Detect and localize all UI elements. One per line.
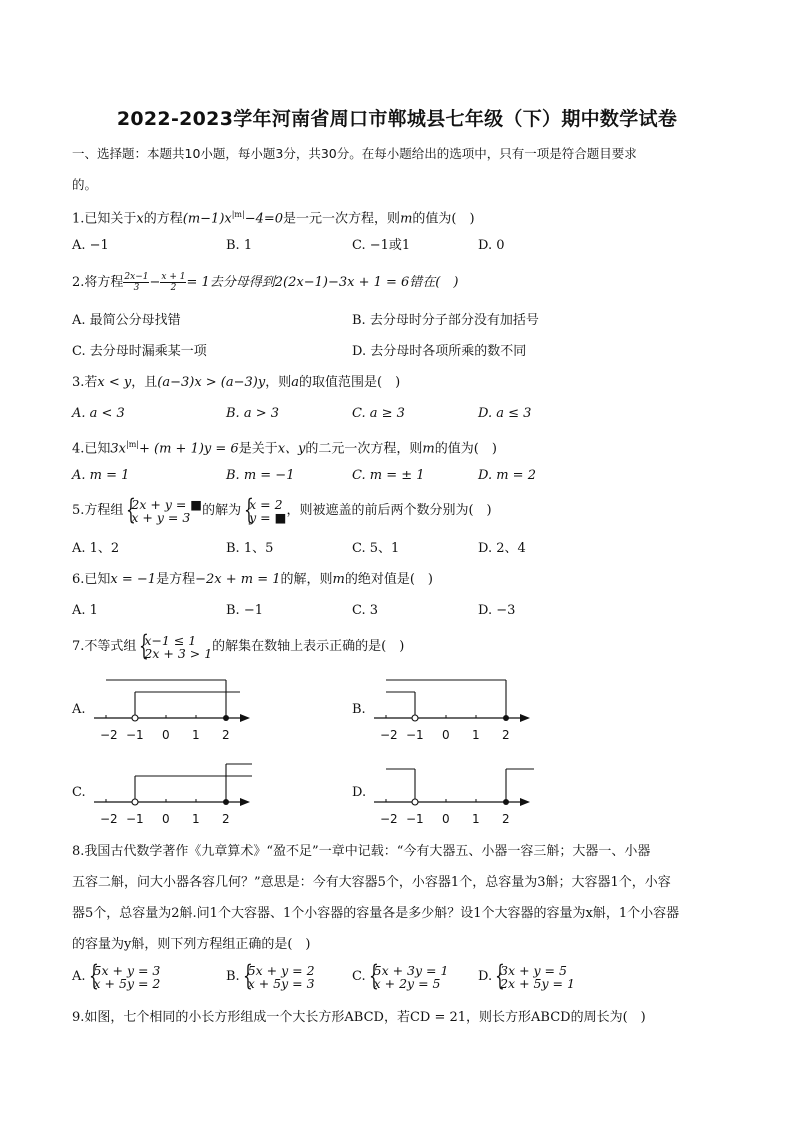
tick-label: 0 bbox=[162, 812, 170, 826]
q1-option-d[interactable]: D. 0 bbox=[478, 238, 505, 253]
question-1: 1.已知关于x的方程$(m-1)x^{|m|}-4=0$是一元一次方程，则m的值为( ) bbox=[72, 210, 475, 227]
q5-system-equations: { 2x + y = ■ x + y = 3 bbox=[123, 498, 202, 524]
q3-option-c[interactable]: C. a ≥ 3 bbox=[352, 406, 405, 421]
q6-option-c[interactable]: C. 3 bbox=[352, 603, 379, 618]
q2-option-c[interactable]: C. 去分母时漏乘某一项 bbox=[72, 344, 207, 359]
question-8-line3: 器5个，总容量为2斛.问1个大容器、1个小容器的容量各是多少斛？设1个大容器的容量为x斛，1个小容器 bbox=[72, 906, 680, 921]
q4-option-a[interactable]: A. m = 1 bbox=[72, 468, 130, 483]
section-instructions-line2: 的。 bbox=[72, 177, 98, 192]
tick-label: 1 bbox=[192, 728, 200, 742]
tick-label: 2 bbox=[502, 812, 510, 826]
question-5: 5.方程组 { 2x + y = ■ x + y = 3 的解为 { x = 2 y = ■ ，则被遮盖的前后两个数分别为( ) bbox=[72, 496, 492, 526]
question-7: 7.不等式组 { x−1 ≤ 1 2x + 3 > 1 的解集在数轴上表示正确的是( ) bbox=[72, 632, 404, 662]
q1-option-b[interactable]: B. 1 bbox=[226, 238, 253, 253]
q3-option-b[interactable]: B. a > 3 bbox=[226, 406, 279, 421]
q7-option-b-label[interactable]: B. bbox=[352, 702, 366, 717]
tick-label: −2 bbox=[100, 728, 118, 742]
q5-system-solution: { x = 2 y = ■ bbox=[241, 498, 286, 524]
question-4: 4.已知$3x^{|m|}+ (m + 1)y = 6$是关于x、y的二元一次方程，则m的值为( ) bbox=[72, 440, 497, 457]
q8-option-c[interactable]: C. { 5x + 3y = 1 x + 2y = 5 bbox=[352, 962, 448, 992]
q8-option-d[interactable]: D. { 3x + y = 5 2x + 5y = 1 bbox=[478, 962, 575, 992]
q4-option-d[interactable]: D. m = 2 bbox=[478, 468, 536, 483]
question-3: 3.若x < y，且(a−3)x > (a−3)y，则a的取值范围是( ) bbox=[72, 375, 401, 390]
q7-option-a-label[interactable]: A. bbox=[72, 702, 86, 717]
q7-numberline-c[interactable] bbox=[88, 756, 258, 828]
question-8-line4: 的容量为y斛，则下列方程组正确的是( ) bbox=[72, 937, 311, 952]
question-8-line1: 8.我国古代数学著作《九章算术》“盈不足”一章中记载：“今有大器五、小器一容三斛；大器一、小器 bbox=[72, 844, 651, 859]
question-2: 2.将方程 $\frac{2x-1}{3}$ − $\frac{x + 1}{2}$ = 1去分母得到2(2x−1)−3x + 1 = 6错在( ) bbox=[72, 272, 459, 293]
q3-option-d[interactable]: D. a ≤ 3 bbox=[478, 406, 532, 421]
tick-label: 2 bbox=[222, 812, 230, 826]
q4-option-b[interactable]: B. m = −1 bbox=[226, 468, 295, 483]
tick-label: 1 bbox=[472, 812, 480, 826]
tick-label: −1 bbox=[406, 728, 424, 742]
tick-label: −2 bbox=[380, 812, 398, 826]
q7-numberline-d[interactable] bbox=[368, 756, 540, 828]
q6-option-b[interactable]: B. −1 bbox=[226, 603, 263, 618]
q7-option-d-label[interactable]: D. bbox=[352, 785, 367, 800]
tick-label: −2 bbox=[100, 812, 118, 826]
tick-label: −1 bbox=[126, 728, 144, 742]
question-8-line2: 五容二斛，问大小器各容几何？”意思是：今有大容器5个，小容器1个，总容量为3斛；大容器1个，小容 bbox=[72, 875, 671, 890]
q8-option-a[interactable]: A. { 5x + y = 3 x + 5y = 2 bbox=[72, 962, 160, 992]
q5-option-d[interactable]: D. 2、4 bbox=[478, 541, 526, 556]
q4-option-c[interactable]: C. m = ± 1 bbox=[352, 468, 425, 483]
section-instructions-line1: 一、选择题：本题共10小题，每小题3分，共30分。在每小题给出的选项中，只有一项是符合题目要求 bbox=[72, 146, 637, 161]
q6-option-d[interactable]: D. −3 bbox=[478, 603, 516, 618]
q3-option-a[interactable]: A. a < 3 bbox=[72, 406, 125, 421]
tick-label: −1 bbox=[406, 812, 424, 826]
q5-option-b[interactable]: B. 1、5 bbox=[226, 541, 274, 556]
q6-option-a[interactable]: A. 1 bbox=[72, 603, 98, 618]
page-title: 2022-2023学年河南省周口市郸城县七年级（下）期中数学试卷 bbox=[116, 108, 678, 130]
q2-option-d[interactable]: D. 去分母时各项所乘的数不同 bbox=[352, 344, 527, 359]
q7-numberline-b[interactable] bbox=[368, 672, 538, 744]
question-9: 9.如图，七个相同的小长方形组成一个大长方形ABCD，若CD = 21，则长方形ABCD的周长为( ) bbox=[72, 1010, 646, 1025]
q8-option-b[interactable]: B. { 5x + y = 2 x + 5y = 3 bbox=[226, 962, 315, 992]
question-6: 6.已知x = −1是方程−2x + m = 1的解，则m的绝对值是( ) bbox=[72, 572, 433, 587]
q7-numberline-a[interactable] bbox=[88, 672, 258, 744]
tick-label: 0 bbox=[442, 728, 450, 742]
tick-label: −2 bbox=[380, 728, 398, 742]
tick-label: 2 bbox=[502, 728, 510, 742]
tick-label: 2 bbox=[222, 728, 230, 742]
q7-option-c-label[interactable]: C. bbox=[72, 785, 86, 800]
q1-option-c[interactable]: C. −1或1 bbox=[352, 238, 411, 253]
tick-label: 1 bbox=[192, 812, 200, 826]
q5-option-a[interactable]: A. 1、2 bbox=[72, 541, 120, 556]
q5-option-c[interactable]: C. 5、1 bbox=[352, 541, 400, 556]
tick-label: 1 bbox=[472, 728, 480, 742]
tick-label: 0 bbox=[442, 812, 450, 826]
q2-option-a[interactable]: A. 最简公分母找错 bbox=[72, 313, 181, 328]
q7-inequality-system: { x−1 ≤ 1 2x + 3 > 1 bbox=[136, 634, 212, 660]
q2-option-b[interactable]: B. 去分母时分子部分没有加括号 bbox=[352, 313, 539, 328]
tick-label: 0 bbox=[162, 728, 170, 742]
tick-label: −1 bbox=[126, 812, 144, 826]
q1-option-a[interactable]: A. −1 bbox=[72, 238, 109, 253]
